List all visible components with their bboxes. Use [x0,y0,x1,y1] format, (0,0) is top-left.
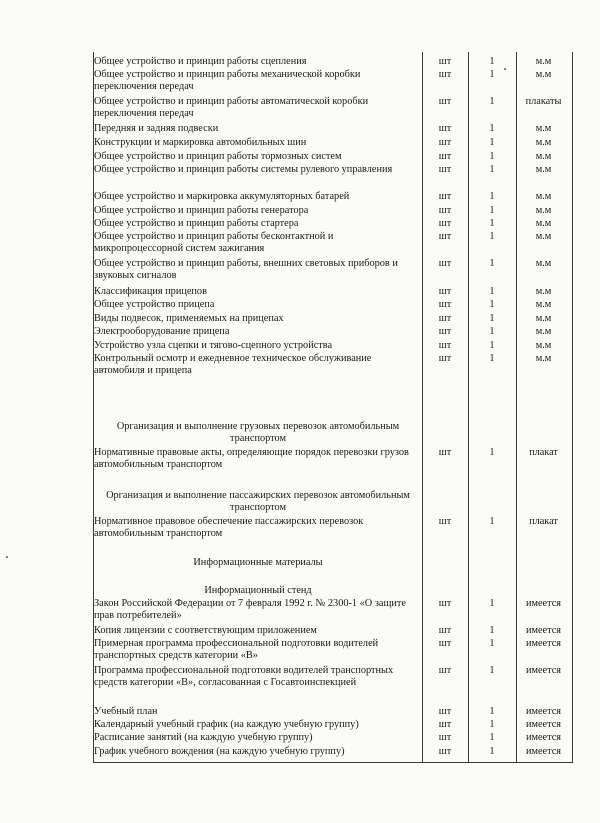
item-name: Передняя и задняя подвески [94,123,219,134]
item-name: Нормативные правовые акты, определяющие порядок перевозки грузов автомобильным транспортом [94,447,409,470]
item-qty: 1 [489,353,495,364]
item-note: имеется [525,706,562,717]
item-qty: 1 [489,326,495,337]
item-note: м.м [535,299,552,310]
item-unit: шт [438,56,452,67]
item-note: плакат [529,516,558,527]
item-qty: 1 [489,137,495,148]
item-unit: шт [438,137,452,148]
item-note: м.м [535,353,552,364]
item-qty: 1 [489,719,495,730]
item-qty: 1 [489,205,495,216]
item-name: Общее устройство и принцип работы, внешних световых приборов и звуковых сигналов [94,258,398,281]
item-unit: шт [438,205,452,216]
item-qty: 1 [489,56,495,67]
item-unit: шт [438,164,452,175]
item-note: м.м [535,286,552,297]
item-name: Общее устройство и принцип работы генератора [94,205,309,216]
item-qty: 1 [489,231,495,242]
item-unit: шт [438,231,452,242]
item-note: м.м [535,313,552,324]
item-name: Общее устройство и принцип работы механической коробки переключения передач [94,69,361,92]
item-name: Общее устройство и маркировка аккумуляторных батарей [94,191,350,202]
item-note: имеется [525,746,562,757]
item-name: Общее устройство прицепа [94,299,215,310]
item-unit: шт [438,706,452,717]
item-name: Конструкции и маркировка автомобильных шин [94,137,307,148]
item-qty: 1 [489,447,495,458]
item-name: Электрооборудование прицепа [94,326,230,337]
item-unit: шт [438,719,452,730]
item-qty: 1 [489,258,495,269]
item-name: Закон Российской Федерации от 7 февраля 1992 г. № 2300-1 «О защите прав потребителей» [94,598,406,621]
item-note: м.м [535,191,552,202]
item-qty: 1 [489,191,495,202]
item-unit: шт [438,340,452,351]
item-note: плакат [529,447,558,458]
item-note: м.м [535,56,552,67]
item-unit: шт [438,625,452,636]
section-heading-cargo: Организация и выполнение грузовых перевозок автомобильным транспортом [116,421,400,444]
item-unit: шт [438,598,452,609]
item-note: м.м [535,258,552,269]
item-qty: 1 [489,313,495,324]
item-unit: шт [438,447,452,458]
section-heading-info: Информационные материалы [193,557,323,568]
section-subheading-stand: Информационный стенд [204,585,312,596]
item-name: Общее устройство и принцип работы тормозных систем [94,151,342,162]
item-unit: шт [438,218,452,229]
item-qty: 1 [489,123,495,134]
item-unit: шт [438,191,452,202]
item-name: Расписание занятий (на каждую учебную группу) [94,732,313,743]
item-note: имеется [525,719,562,730]
item-qty: 1 [489,299,495,310]
item-qty: 1 [489,69,495,80]
item-name: Общее устройство и принцип работы стартера [94,218,299,229]
item-qty: 1 [489,164,495,175]
item-note: м.м [535,137,552,148]
item-note: м.м [535,164,552,175]
item-qty: 1 [489,746,495,757]
table-border-bottom [93,762,573,763]
item-unit: шт [438,665,452,676]
item-name: Устройство узла сцепки и тягово-сцепного устройства [94,340,333,351]
item-name: Учебный план [94,706,158,717]
item-name: Общее устройство и принцип работы бесконтактной и микропроцессорной систем зажигания [94,231,334,254]
item-note: имеется [525,665,562,676]
scan-speck [6,556,8,558]
item-note: м.м [535,218,552,229]
item-name: Общее устройство и принцип работы автоматической коробки переключения передач [94,96,369,119]
item-unit: шт [438,638,452,649]
item-name: График учебного вождения (на каждую учебную группу) [94,746,345,757]
item-unit: шт [438,123,452,134]
item-unit: шт [438,516,452,527]
item-name: Примерная программа профессиональной подготовки водителей транспортных средств категории «В» [94,638,379,661]
item-name: Копия лицензии с соответствующим приложением [94,625,317,636]
item-unit: шт [438,353,452,364]
item-qty: 1 [489,732,495,743]
item-qty: 1 [489,516,495,527]
item-note: м.м [535,151,552,162]
item-note: м.м [535,326,552,337]
item-unit: шт [438,299,452,310]
item-qty: 1 [489,151,495,162]
item-name: Календарный учебный график (на каждую учебную группу) [94,719,359,730]
item-name: Классификация прицепов [94,286,207,297]
item-qty: 1 [489,625,495,636]
item-note: имеется [525,732,562,743]
item-qty: 1 [489,218,495,229]
item-unit: шт [438,732,452,743]
item-note: м.м [535,340,552,351]
item-qty: 1 [489,706,495,717]
table-border-right [572,52,573,763]
item-note: м.м [535,123,552,134]
item-unit: шт [438,286,452,297]
item-name: Нормативное правовое обеспечение пассажирских перевозок автомобильным транспортом [94,516,364,539]
item-note: имеется [525,598,562,609]
item-unit: шт [438,326,452,337]
item-unit: шт [438,258,452,269]
item-note: м.м [535,231,552,242]
item-unit: шт [438,746,452,757]
item-qty: 1 [489,96,495,107]
item-name: Виды подвесок, применяемых на прицепах [94,313,284,324]
item-unit: шт [438,96,452,107]
item-unit: шт [438,151,452,162]
item-name: Общее устройство и принцип работы сцепления [94,56,307,67]
item-unit: шт [438,313,452,324]
item-qty: 1 [489,286,495,297]
item-note: имеется [525,638,562,649]
item-name: Контрольный осмотр и ежедневное техническое обслуживание автомобиля и прицепа [94,353,372,376]
item-qty: 1 [489,665,495,676]
item-note: м.м [535,69,552,80]
section-heading-passenger: Организация и выполнение пассажирских перевозок автомобильным транспортом [106,490,410,513]
item-qty: 1 [489,340,495,351]
item-note: плакаты [525,96,562,107]
item-name: Общее устройство и принцип работы системы рулевого управления [94,164,393,175]
item-note: имеется [525,625,562,636]
item-qty: 1 [489,638,495,649]
item-unit: шт [438,69,452,80]
item-qty: 1 [489,598,495,609]
item-note: м.м [535,205,552,216]
item-name: Программа профессиональной подготовки водителей транспортных средств категории «В», согласованная с Госавтоинспекцией [94,665,394,688]
